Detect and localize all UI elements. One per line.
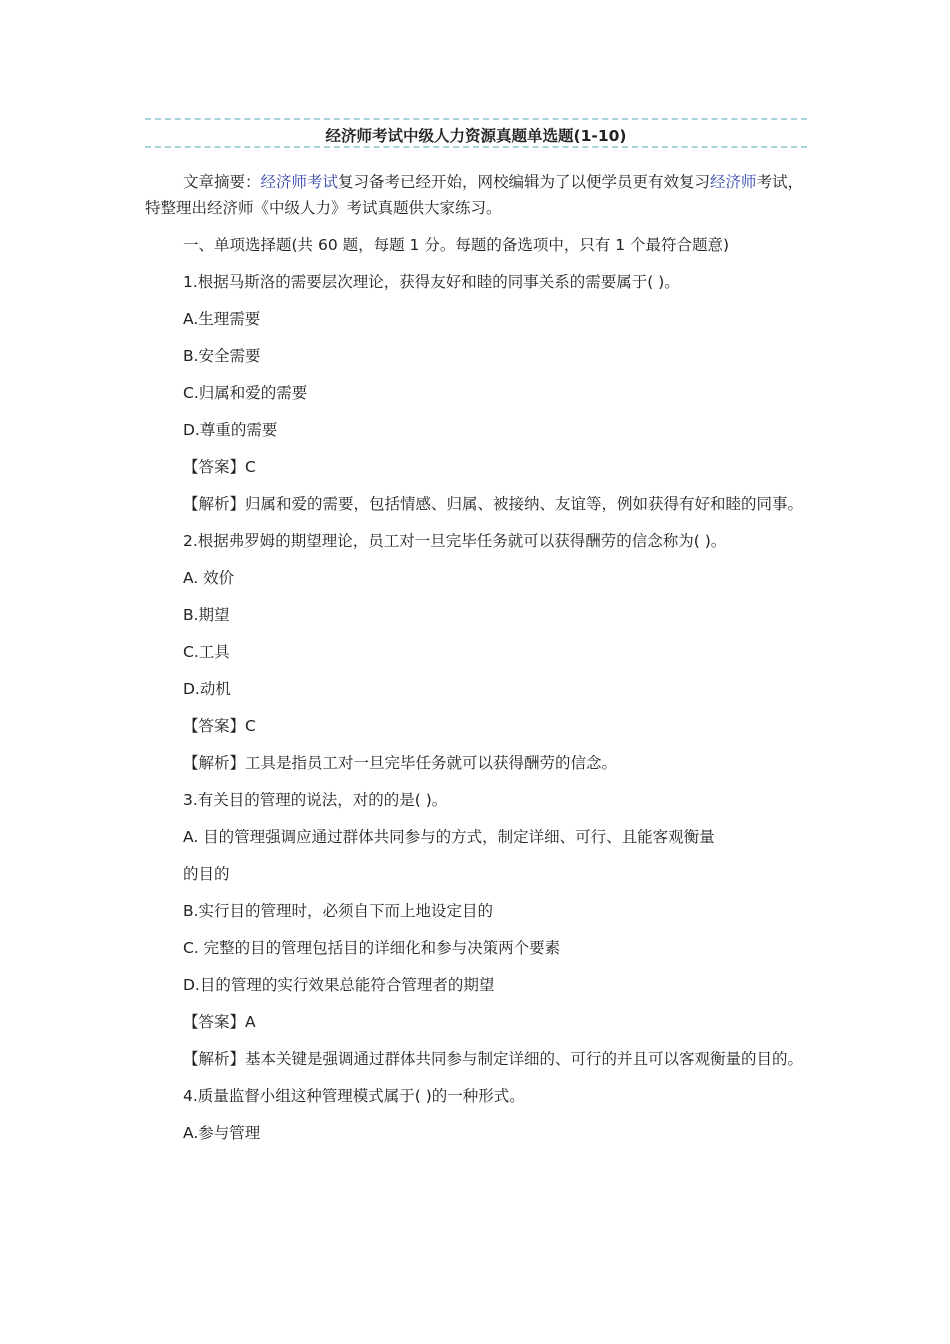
question-option: B.实行目的管理时，必须自下而上地设定目的 (183, 901, 494, 920)
summary-suffix: 考试，特整理出经济师《中级人力》考试真题供大家练习。 (145, 173, 804, 217)
question-stem: 2.根据弗罗姆的期望理论，员工对一旦完毕任务就可以获得酬劳的信念称为( )。 (183, 531, 727, 550)
question-analysis: 【解析】基本关键是强调通过群体共同参与制定详细的、可行的并且可以客观衡量的目的。 (183, 1049, 804, 1068)
summary-middle: 复习备考已经开始，网校编辑为了以便学员更有效复习 (338, 173, 711, 191)
question-option: A.参与管理 (183, 1123, 261, 1142)
question-stem: 4.质量监督小组这种管理模式属于( )的一种形式。 (183, 1086, 525, 1105)
question-analysis: 【解析】工具是指员工对一旦完毕任务就可以获得酬劳的信念。 (183, 753, 618, 772)
question-option: B.期望 (183, 605, 230, 624)
question-option: A.生理需要 (183, 309, 261, 328)
title-banner (145, 118, 807, 148)
document-title: 经济师考试中级人力资源真题单选题(1-10) (325, 127, 627, 145)
question-option: A. 目的管理强调应通过群体共同参与的方式，制定详细、可行、且能客观衡量 (183, 827, 715, 846)
question-stem: 1.根据马斯洛的需要层次理论，获得友好和睦的同事关系的需要属于( )。 (183, 272, 680, 291)
exam-link[interactable]: 经济师考试 (260, 173, 339, 191)
question-option: D.动机 (183, 679, 231, 698)
summary-prefix: 文章摘要： (183, 173, 261, 191)
section-heading: 一、单项选择题(共 60 题，每题 1 分。每题的备选项中，只有 1 个最符合题意) (183, 235, 730, 254)
question-analysis: 【解析】归属和爱的需要，包括情感、归属、被接纳、友谊等，例如获得有好和睦的同事。 (183, 494, 804, 513)
question-option: C.归属和爱的需要 (183, 383, 308, 402)
question-option: C.工具 (183, 642, 230, 661)
question-option: B.安全需要 (183, 346, 261, 365)
question-option: D.目的管理的实行效果总能符合管理者的期望 (183, 975, 495, 994)
question-option: A. 效价 (183, 568, 235, 587)
summary-paragraph (145, 170, 807, 221)
question-answer: 【答案】A (183, 1012, 256, 1031)
economist-link[interactable]: 经济师 (710, 173, 757, 191)
question-answer: 【答案】C (183, 457, 256, 476)
question-answer: 【答案】C (183, 716, 256, 735)
question-option: 的目的 (183, 864, 230, 883)
question-option: C. 完整的目的管理包括目的详细化和参与决策两个要素 (183, 938, 561, 957)
question-option: D.尊重的需要 (183, 420, 278, 439)
document-page (145, 118, 807, 1158)
question-stem: 3.有关目的管理的说法，对的的是( )。 (183, 790, 448, 809)
